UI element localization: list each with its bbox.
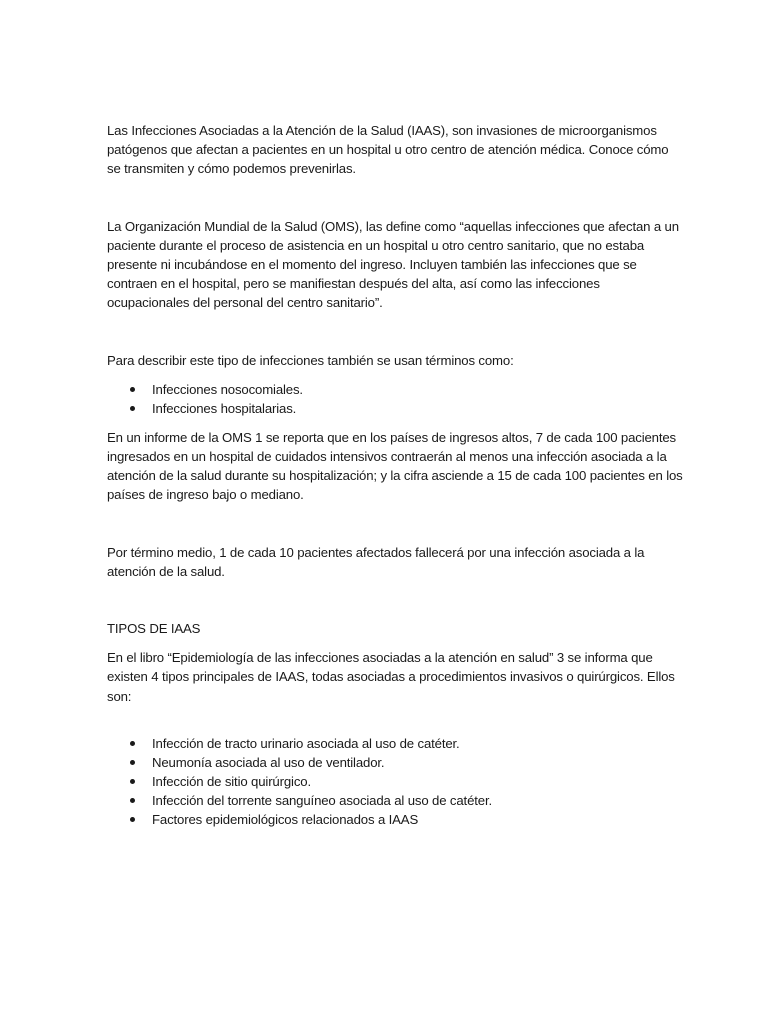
list-item: [107, 753, 684, 772]
oms-report-paragraph: En un informe de la OMS 1 se reporta que en los países de ingresos altos, 7 de cada 100 pacientes ingresados en un hospital de cuidados intensivos contraerán al menos una infección asociada a la atención de la salud durante su hospitalización; y la cifra asciende a 15 de cada 100 pacientes en los países de ingreso bajo o mediano.: [107, 429, 683, 503]
mortality-paragraph: Por término medio, 1 de cada 10 pacientes afectados fallecerá por una infección asociada a la atención de la salud.: [107, 544, 645, 579]
list-item-text: Infección de tracto urinario asociada al uso de catéter.: [152, 735, 460, 751]
list-item-text: Infección de sitio quirúrgico.: [152, 773, 311, 789]
terms-list: [107, 380, 684, 418]
list-item-text: Infección del torrente sanguíneo asociada al uso de catéter.: [152, 792, 492, 808]
bullet-icon: [130, 798, 135, 803]
bullet-icon: [130, 387, 135, 392]
list-item-text: Factores epidemiológicos relacionados a IAAS: [152, 811, 419, 827]
list-item: [107, 734, 684, 753]
bullet-icon: [130, 817, 135, 822]
bullet-icon: [130, 741, 135, 746]
list-item: [107, 791, 684, 810]
oms-definition-paragraph: La Organización Mundial de la Salud (OMS), las define como “aquellas infecciones que afectan a un paciente durante el proceso de asistencia en un hospital u otro centro sanitario, que no estaba presente ni incubándose en el momento del ingreso. Incluyen también las infecciones que se contraen en el hospital, pero se manifiestan después del alta, así como las infecciones ocupacionales del personal del centro sanitario”.: [107, 218, 679, 311]
terms-intro-paragraph: Para describir este tipo de infecciones también se usan términos como:: [107, 352, 514, 368]
list-item: [107, 380, 684, 399]
list-item-text: Infecciones hospitalarias.: [152, 400, 297, 416]
iaas-types-list: [107, 734, 684, 829]
list-item-text: Neumonía asociada al uso de ventilador.: [152, 754, 385, 770]
list-item: [107, 399, 684, 418]
bullet-icon: [130, 760, 135, 765]
types-intro-paragraph: En el libro “Epidemiología de las infecciones asociadas a la atención en salud” 3 se informa que existen 4 tipos principales de IAAS, todas asociadas a procedimientos invasivos o quirúrgicos. Ellos son:: [107, 650, 675, 704]
bullet-icon: [130, 779, 135, 784]
bullet-icon: [130, 406, 135, 411]
list-item: [107, 772, 684, 791]
intro-paragraph: Las Infecciones Asociadas a la Atención de la Salud (IAAS), son invasiones de microorganismos patógenos que afectan a pacientes en un hospital u otro centro de atención médica. Conoce cómo se transmiten y cómo podemos prevenirlas.: [107, 123, 669, 177]
section-heading: TIPOS DE IAAS: [107, 621, 201, 637]
list-item-text: Infecciones nosocomiales.: [152, 381, 303, 397]
list-item: [107, 810, 684, 829]
